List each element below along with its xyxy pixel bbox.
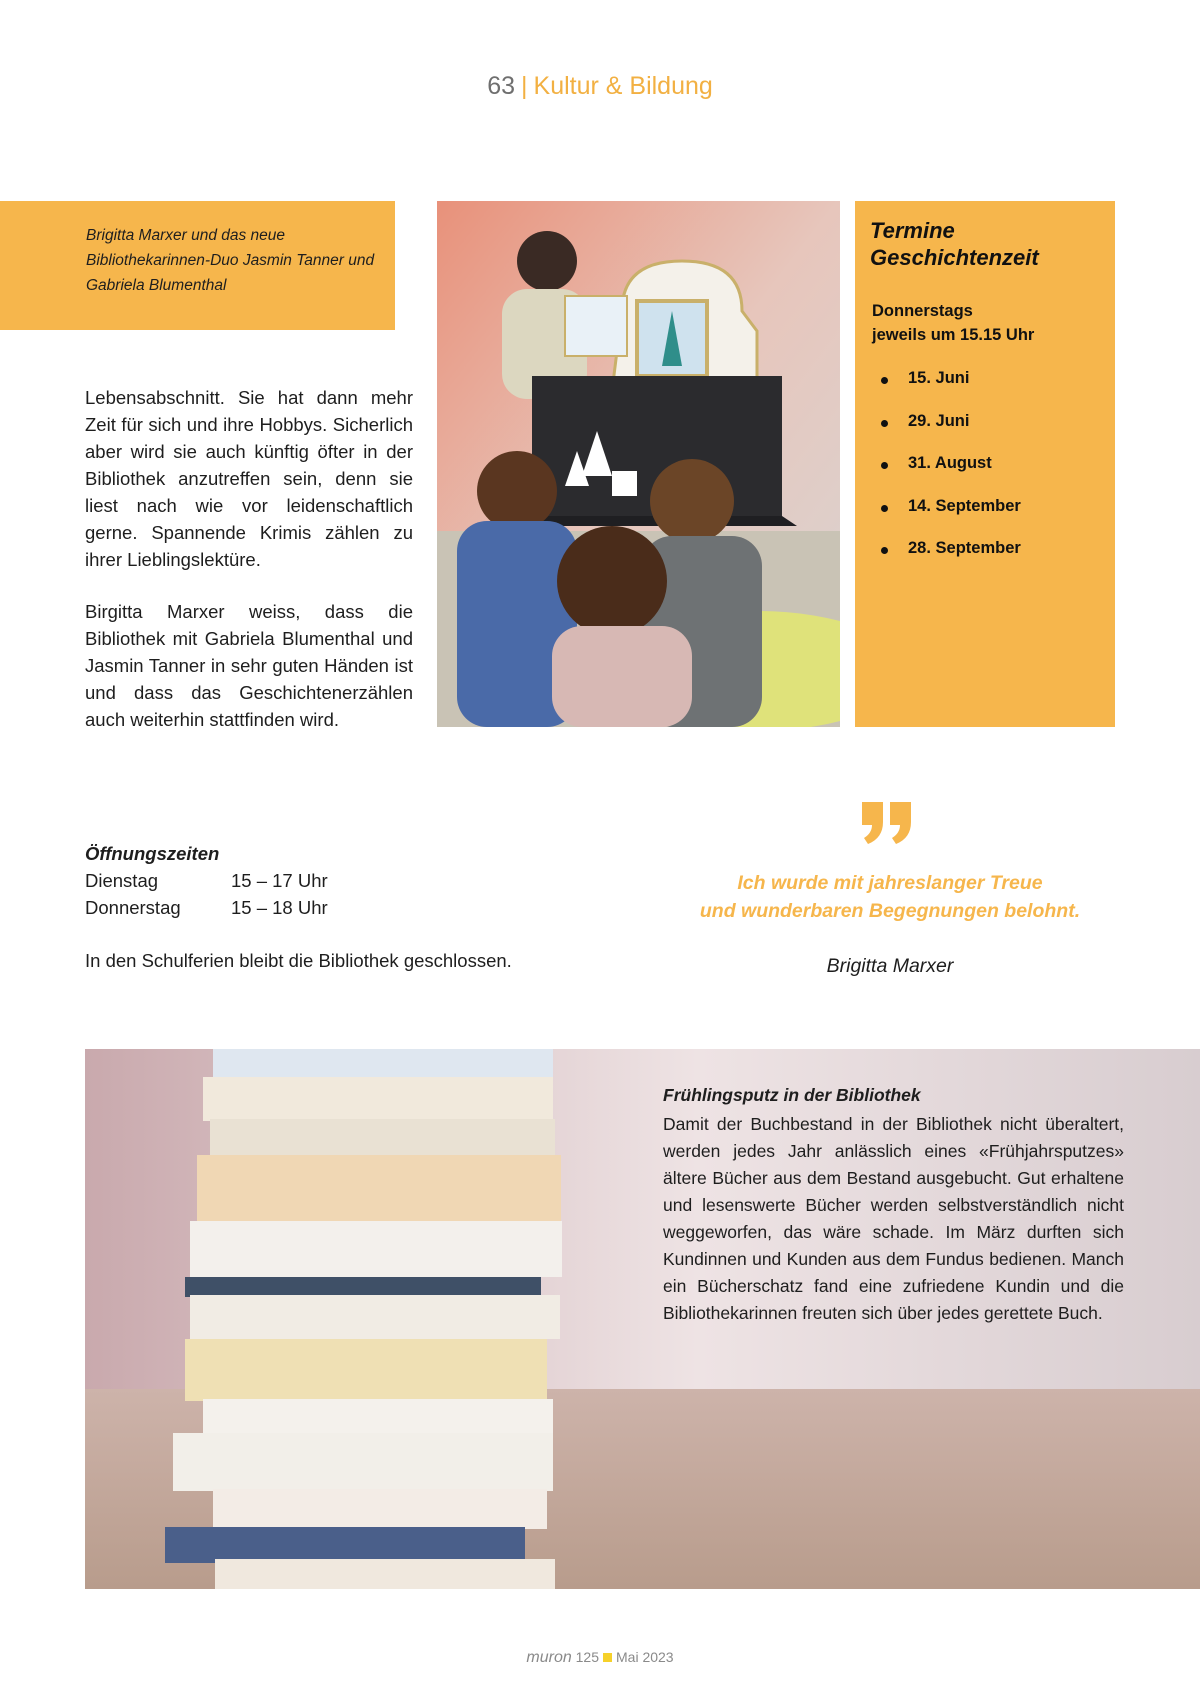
schedule-title-line-2: Geschichtenzeit bbox=[870, 245, 1039, 270]
quote-mark-icon bbox=[860, 800, 914, 846]
issue-date: Mai 2023 bbox=[616, 1649, 674, 1665]
schedule-date: 15. Juni bbox=[872, 369, 1021, 412]
page-footer bbox=[0, 1649, 1200, 1667]
page-number: 63 bbox=[487, 72, 516, 100]
opening-time: 15 – 17 Uhr bbox=[231, 870, 328, 891]
schedule-date: 29. Juni bbox=[872, 412, 1021, 455]
photo-caption: Brigitta Marxer und das neue Bibliothekarinnen-Duo Jasmin Tanner und Gabriela Blumenthal bbox=[86, 227, 375, 294]
schedule-subtitle-line-1: Donnerstags bbox=[872, 302, 973, 320]
page-header bbox=[0, 72, 1200, 101]
schedule-subtitle-line-2: jeweils um 15.15 Uhr bbox=[872, 326, 1035, 344]
pull-quote bbox=[660, 869, 1120, 925]
schedule-date: 28. September bbox=[872, 539, 1021, 582]
pull-quote-line-1: Ich wurde mit jahreslanger Treue bbox=[737, 872, 1043, 894]
schedule-title-line-1: Termine bbox=[870, 218, 955, 243]
opening-hours-title: Öffnungszeiten bbox=[85, 843, 220, 864]
opening-time: 15 – 18 Uhr bbox=[231, 897, 328, 918]
storytelling-photo-illustration bbox=[437, 201, 840, 727]
schedule-box bbox=[855, 201, 1115, 727]
schedule-date: 14. September bbox=[872, 497, 1021, 540]
opening-hours-row bbox=[85, 897, 328, 919]
body-paragraph-1: Lebensabschnitt. Sie hat dann mehr Zeit für sich und ihre Hobbys. Sicherlich aber wird sie auch künftig öfter in der Bibliothek anzutreffen sein, denn sie liest nach wie vor leidenschaftlich gerne. Spannende Krimis zählen zu ihrer Lieblingslektüre. bbox=[85, 387, 413, 570]
magazine-name: muron bbox=[526, 1649, 572, 1666]
schedule-subtitle bbox=[872, 299, 1034, 347]
photo-caption-box bbox=[0, 201, 395, 330]
body-paragraph-2: Birgitta Marxer weiss, dass die Bibliothek mit Gabriela Blumenthal und Jasmin Tanner in sehr guten Händen ist und dass das Geschichtenerzählen auch weiterhin stattfinden wird. bbox=[85, 601, 413, 730]
storytelling-photo bbox=[437, 201, 840, 727]
issue-number: 125 bbox=[575, 1649, 599, 1665]
opening-day: Dienstag bbox=[85, 870, 159, 891]
spring-cleaning-text: Damit der Buchbestand in der Bibliothek nicht überaltert, werden jedes Jahr anlässlich eines «Frühjahrsputzes» ältere Bücher aus dem Bestand ausgebucht. Gut erhaltene und lesenswerte Bücher werden selbstverständlich nicht weggeworfen, das wäre schade. Im März durften sich Kundinnen und Kunden aus dem Fundus bedienen. Manch ein Bücherschatz fand eine zufriedene Kundin und die Bibliothekarinnen freuten sich über jedes gerettete Buch. bbox=[663, 1114, 1124, 1323]
schedule-title bbox=[870, 217, 1039, 271]
pull-quote-line-2: und wunderbaren Begegnungen belohnt. bbox=[699, 900, 1081, 922]
footer-square-icon bbox=[603, 1653, 612, 1662]
schedule-date: 31. August bbox=[872, 454, 1021, 497]
spring-cleaning-title: Frühlingsputz in der Bibliothek bbox=[663, 1085, 921, 1105]
opening-hours-note: In den Schulferien bleibt die Bibliothek geschlossen. bbox=[85, 950, 512, 971]
books-photo bbox=[85, 1049, 1200, 1589]
section-title: Kultur & Bildung bbox=[533, 72, 713, 100]
quote-author: Brigitta Marxer bbox=[826, 955, 954, 977]
opening-hours-row bbox=[85, 870, 328, 892]
schedule-date-list bbox=[872, 369, 1021, 582]
header-separator: | bbox=[521, 72, 528, 100]
opening-day: Donnerstag bbox=[85, 897, 181, 918]
